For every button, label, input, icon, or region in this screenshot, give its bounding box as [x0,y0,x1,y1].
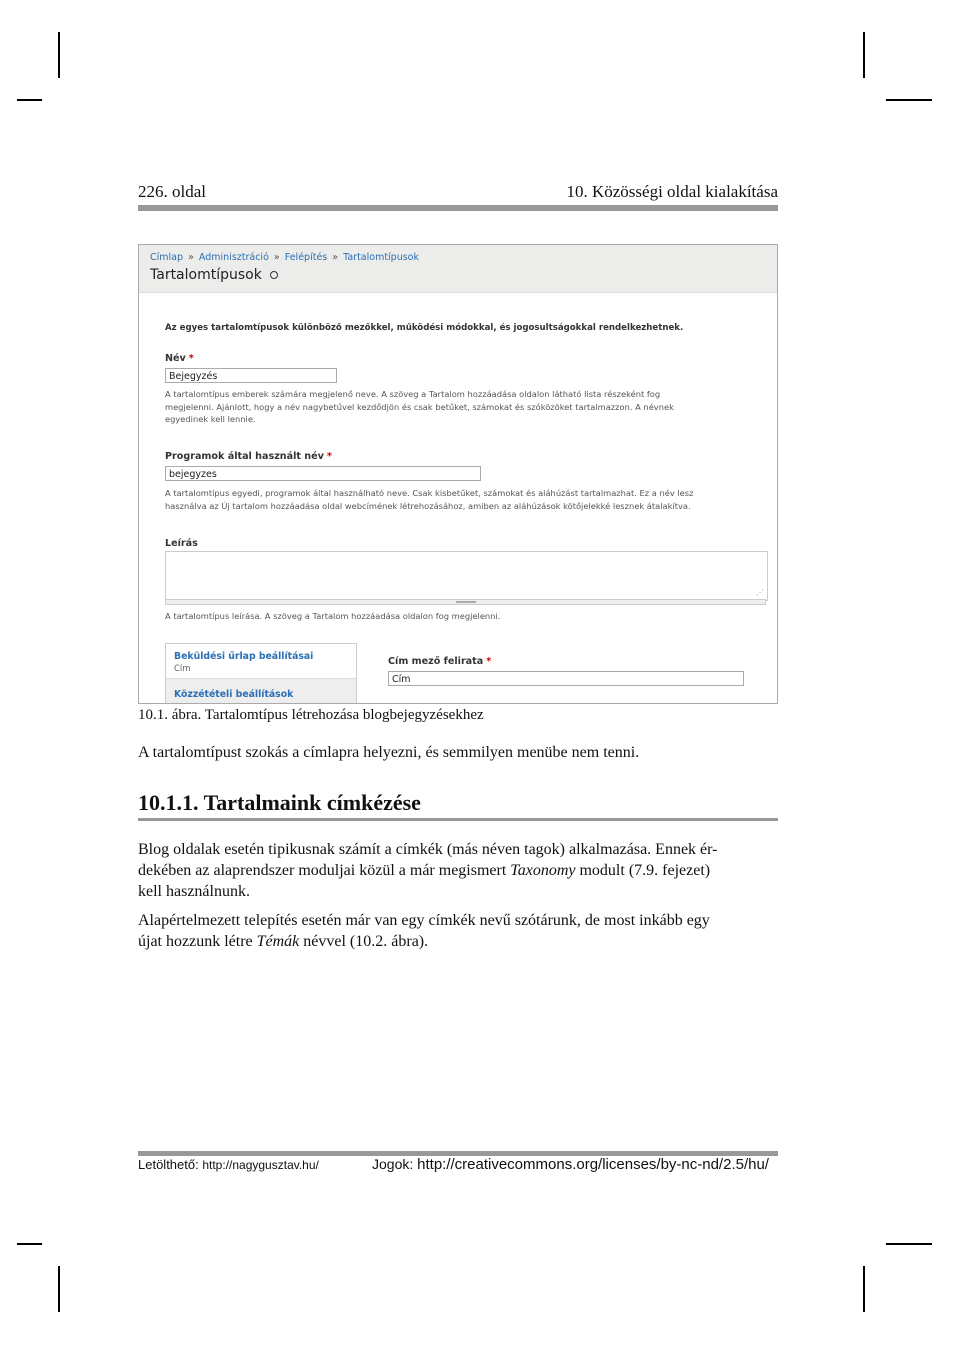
machine-name-input[interactable]: bejegyzes [165,466,481,481]
name-label-text: Név [165,353,186,364]
figure-caption [138,707,484,724]
emphasis: Taxonomy [510,862,576,879]
grippie-icon [456,601,476,603]
download-link[interactable]: http://nagygusztav.hu/ [202,1158,319,1172]
caption-text: Tartalomtípus létrehozása blogbejegyzésekhez [204,707,484,723]
breadcrumb-separator: » [188,252,194,263]
required-mark: * [326,451,332,462]
crop-mark [863,1266,865,1312]
paragraph-line: kell használnunk. [138,883,250,900]
header-rule [138,205,778,211]
section-rule [138,818,778,821]
breadcrumb-link[interactable]: Tartalomtípusok [343,252,419,263]
description-label: Leírás [165,538,198,549]
crop-mark [17,1243,42,1245]
required-mark: * [188,353,194,364]
description-line: A tartalomtípus egyedi, programok által használható neve. Csak kisbetűket, számokat és aláhúzást tartalmazhat. Ez a név lesz [165,488,694,498]
chapter-title: 10. Közösségi oldal kialakítása [566,182,778,201]
vertical-tab-submission[interactable] [166,644,356,679]
shortcut-icon[interactable] [270,271,278,279]
name-input[interactable]: Bejegyzés [165,368,337,383]
figure-screenshot [138,244,778,704]
footer-download [138,1157,319,1172]
footer-rights [372,1156,769,1173]
text-run: névvel (10.2. ábra). [299,933,429,950]
machine-name-label [165,451,332,462]
machine-name-description [165,487,693,512]
section-number: 10.1.1. [138,790,199,815]
paragraph-line: Blog oldalak esetén tipikusnak számít a címkék (más néven tagok) alkalmazása. Ennek ér- [138,841,718,858]
description-line: egyedinek kell lennie. [165,414,256,424]
crop-mark [886,1243,932,1245]
text-run: dekében az alaprendszer moduljai közül a már megismert [138,862,511,879]
breadcrumb-link[interactable]: Adminisztráció [198,252,269,263]
paragraph-line: Alapértelmezett telepítés esetén már van egy címkék nevű szótárunk, de most inkább egy [138,912,710,929]
paragraph-line [138,931,778,952]
page-title-text: Tartalomtípusok [150,267,262,283]
running-header [138,182,778,206]
description-line: használva az Új tartalom hozzáadása oldal webcímének létrehozásához, amiben az aláhúzások kötőjelekké lesznek átalakítva. [165,500,691,511]
emphasis: Témák [256,933,300,950]
crop-mark [58,32,60,78]
required-mark: * [486,656,492,667]
download-label: Letölthető: [138,1157,199,1172]
vertical-tab-label: Beküldési űrlap beállításai [174,651,314,662]
text-run: modult (7.9. fejezet) [575,862,711,879]
paragraph: A tartalomtípust szokás a címlapra helyezni, és semmilyen menübe nem tenni. [138,744,640,761]
breadcrumb-separator: » [332,252,339,263]
text-run: újat hozzunk létre [138,933,257,950]
crop-mark [886,99,932,101]
intro-text: Az egyes tartalomtípusok különböző mezőkkel, működési módokkal, és jogosultságokkal rendelkezhetnek. [165,323,684,333]
breadcrumb-link[interactable]: Címlap [150,252,184,263]
rights-link[interactable]: http://creativecommons.org/licenses/by-nc-nd/2.5/hu/ [417,1156,769,1173]
caption-number: 10.1. ábra. [138,707,202,723]
page-number: 226. oldal [138,182,206,201]
description-line: megjelenni. Ajánlott, hogy a név nagybetűvel kezdődjön és csak betűket, számokat és szóközöket tartalmazzon. A névnek [165,401,674,412]
vertical-tabs [165,643,357,704]
crop-mark [17,99,42,101]
title-label-input[interactable]: Cím [388,671,744,686]
breadcrumb-link[interactable]: Felépítés [284,252,328,263]
description-line: A tartalomtípus leírása. A szöveg a Tartalom hozzáadása oldalon fog megjelenni. [165,611,501,621]
vertical-tab-summary: Cím [174,664,191,674]
title-label-field-label [388,656,491,667]
breadcrumb [150,252,419,263]
breadcrumb-separator: » [273,252,280,263]
description-help [165,610,500,623]
machine-name-label-text: Programok által használt név [165,451,324,462]
name-description [165,388,674,426]
textarea-resize-handle[interactable] [165,599,766,605]
description-line: A tartalomtípus emberek számára megjelenő neve. A szöveg a Tartalom hozzáadása oldalon látható lista részeként fog [165,389,661,399]
crop-mark [863,32,865,78]
rights-label: Jogok: [372,1156,414,1172]
admin-header [139,245,777,293]
resize-grip-icon[interactable]: ⋰ [756,588,764,597]
section-heading [138,790,421,816]
section-title: Tartalmaink címkézése [203,790,421,815]
title-label-text: Cím mező felirata [388,656,484,667]
crop-mark [58,1266,60,1312]
paragraph-line [138,860,778,881]
name-label [165,353,194,364]
page-title [150,267,278,283]
description-textarea[interactable] [165,551,768,601]
vertical-tab-publishing[interactable]: Közzétételi beállítások [174,689,294,700]
